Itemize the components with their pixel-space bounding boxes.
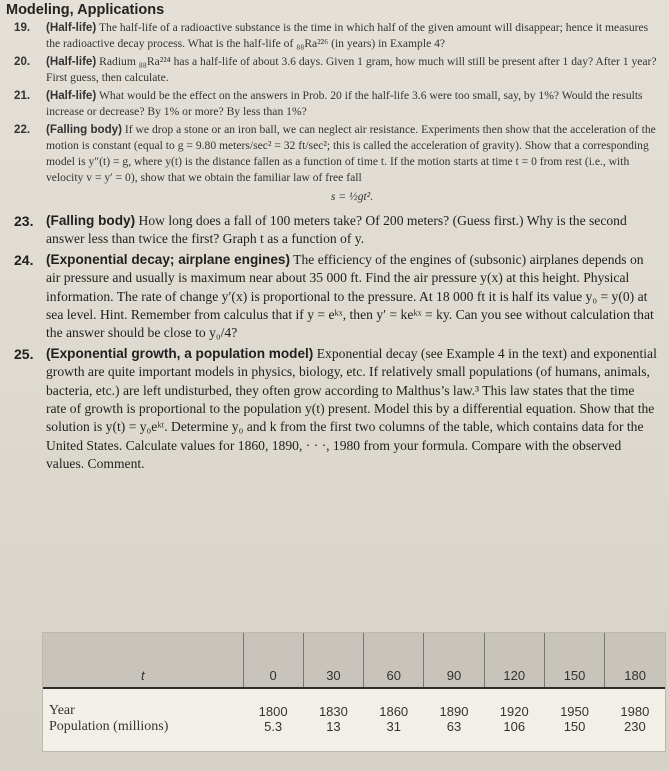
problem-number: 24. (14, 251, 34, 268)
row-label: Year (49, 703, 75, 718)
table-cell: 1860 (379, 704, 409, 719)
table-cell: 1950 (560, 704, 589, 719)
problem-text: The efficiency of the engines of (subsonic) airplanes depends on air pressure and usually is maximum near about 35 000 ft. Find the air pressure y(x) at this height. Physical information. The rate of change y′(x) is proportional to the pressure. At 18 000 ft it is half its value y₀ = y(0) at sea level. Hint. Remember from calculus that if y = eᵏˣ, then y′ = keᵏˣ = ky. Can you see without calculation that the answer should be close to y₀/4? (46, 251, 654, 341)
problem-20 (6, 54, 658, 86)
problem-title: (Half-life) (46, 21, 97, 34)
header-cell-t: t (43, 633, 243, 688)
header-cell: 60 (364, 633, 424, 688)
problem-number: 21. (14, 89, 31, 102)
data-table (43, 633, 665, 751)
table-cell: 150 (563, 719, 586, 734)
table-cell: 31 (386, 719, 401, 734)
problem-title: (Exponential decay; airplane engines) (46, 251, 290, 267)
free-fall-formula: s = ½gt². (330, 190, 374, 203)
table-cell: 13 (326, 719, 341, 734)
table-cell: 5.3 (264, 719, 283, 734)
problem-22 (6, 122, 658, 205)
table-header-row (43, 633, 665, 688)
problem-text: Exponential decay (see Example 4 in the text) and exponential growth are quite important models in physics, biology, etc. If relatively small populations (of humans, animals, bacteria, etc.) are left undisturbed, they often grow according to Malthus’s law.³ This law states that the time rate of growth is proportional to the population y(t) present. Model this by a differential equation. Show that the solution is y(t) = y₀eᵏᵗ. Determine y₀ and k from the first two columns of the table, which contains data for the United States. Calculate values for 1860, 1890, · · ·, 1980 from your formula. Compare with the observed values. Comment. (46, 345, 657, 472)
problem-text: Radium ₈₈Ra²²⁴ has a half-life of about 3.6 days. Given 1 gram, how much will still be present after 1 day? After 1 year? First guess, then calculate. (46, 55, 657, 84)
problem-19 (6, 20, 658, 52)
table-cell: 230 (623, 719, 646, 734)
problem-list (6, 20, 658, 476)
table-row-year (43, 688, 665, 719)
problem-number: 25. (14, 345, 34, 362)
problem-24 (6, 251, 658, 343)
header-cell: 120 (484, 633, 544, 688)
table-row-population (43, 719, 665, 751)
problem-text: How long does a fall of 100 meters take? Of 200 meters? (Guess first.) Why is the second answer less than twice the first? Graph t as a function of y. (46, 213, 627, 247)
problem-text: The half-life of a radioactive substance is the time in which half of the given amount will disappear; hence it measures the radioactive decay process. What is the half-life of ₈₈Ra²²⁶ (in years) in Example 4? (46, 21, 649, 50)
problem-25 (6, 345, 658, 474)
problem-21 (6, 88, 658, 120)
population-table (42, 632, 666, 752)
problem-23 (6, 212, 658, 249)
problem-text: If we drop a stone or an iron ball, we can neglect air resistance. Experiments then show that the acceleration of the motion is constant (equal to g = 9.80 meters/sec² = 32 ft/sec²; this is called the acceleration of gravity). Show that a corresponding model is y″(t) = g, where y(t) is the distance fallen as a function of time t. If the motion starts at time t = 0 from rest (i.e., with velocity v = y′ = 0), show that we obtain the familiar law of free fall (46, 123, 656, 184)
table-cell: 1830 (318, 704, 348, 719)
table-cell: 1980 (620, 704, 650, 719)
problem-title: (Half-life) (46, 89, 97, 102)
problem-title: (Half-life) (46, 55, 97, 68)
header-cell: 30 (303, 633, 363, 688)
problem-title: (Falling body) (46, 123, 122, 136)
problem-number: 22. (14, 123, 31, 136)
header-cell: 180 (605, 633, 665, 688)
problem-number: 23. (14, 213, 34, 229)
problem-title: (Exponential growth, a population model) (46, 345, 314, 361)
table-cell: 106 (503, 719, 526, 734)
table-cell: 63 (446, 719, 462, 734)
problem-title: (Falling body) (46, 213, 136, 228)
header-cell: 90 (424, 633, 484, 688)
section-title: Modeling, Applications (6, 2, 165, 18)
table-cell: 1800 (258, 704, 288, 719)
problem-number: 20. (14, 55, 31, 68)
problem-number: 19. (14, 21, 31, 34)
row-label: Population (millions) (49, 719, 169, 734)
table-cell: 1890 (439, 704, 469, 719)
table-cell: 1920 (499, 704, 529, 719)
header-cell: 0 (243, 633, 303, 688)
header-cell: 150 (544, 633, 604, 688)
problem-text: What would be the effect on the answers in Prob. 20 if the half-life 3.6 were too small, say, by 1%? Would the results increase or decrease? By 1% or more? By less than 1%? (46, 89, 643, 118)
